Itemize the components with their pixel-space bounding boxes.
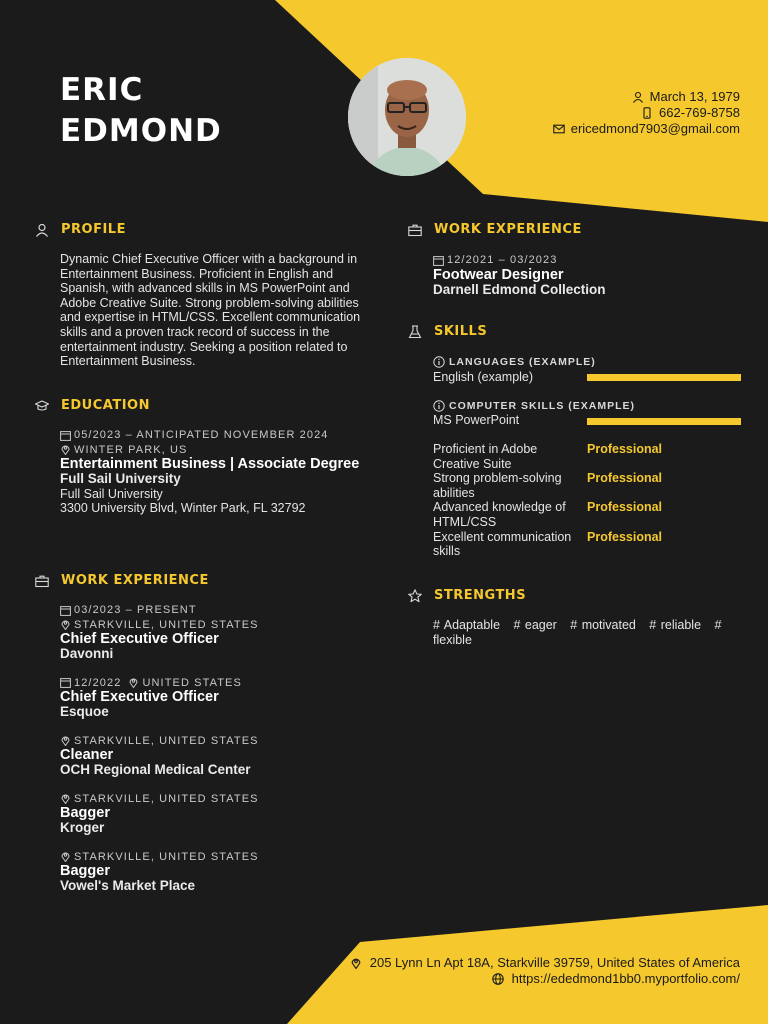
computer-skills-label: COMPUTER SKILLS (EXAMPLE): [433, 400, 635, 412]
address-row: [350, 955, 740, 971]
star-icon: [408, 589, 422, 603]
computer-skill-level-bar: [587, 418, 741, 425]
skills-list: [433, 442, 743, 559]
phone-row: [553, 105, 740, 121]
map-pin-icon: [60, 793, 71, 804]
education-address: 3300 University Blvd, Winter Park, FL 32792: [60, 501, 306, 516]
map-pin-icon: [350, 957, 362, 969]
last-name: EDMOND: [60, 113, 222, 149]
job-location: STARKVILLE, UNITED STATES: [60, 618, 360, 633]
list-item: [433, 500, 743, 529]
person-icon: [632, 91, 644, 103]
job-role: Chief Executive Officer: [60, 631, 219, 647]
list-item: [60, 676, 360, 720]
briefcase-icon: [35, 574, 49, 588]
person-icon: [35, 223, 49, 237]
flask-icon: [408, 325, 422, 339]
job-role: Bagger: [60, 863, 110, 879]
language-item: English (example): [433, 370, 534, 384]
skill-level: Professional: [587, 500, 663, 515]
info-icon: [433, 356, 445, 368]
footer-contact: [350, 955, 740, 987]
list-item: [60, 792, 360, 836]
computer-skill-item: MS PowerPoint: [433, 413, 520, 427]
work-experience-list: [60, 603, 360, 908]
job-role: Bagger: [60, 805, 110, 821]
skill-name: Proficient in Adobe Creative Suite: [433, 442, 538, 471]
phone-icon: [641, 107, 653, 119]
skills-heading: SKILLS: [408, 324, 487, 339]
phone-number[interactable]: 662-769-8758: [659, 105, 740, 120]
language-level-bar: [587, 374, 741, 381]
calendar-icon: [60, 677, 71, 688]
calendar-icon: [433, 255, 444, 266]
skill-name: Excellent communication skills: [433, 529, 572, 559]
work-experience-heading-left: WORK EXPERIENCE: [35, 573, 209, 588]
work-experience-heading-right: WORK EXPERIENCE: [408, 222, 582, 237]
job-role: Chief Executive Officer: [60, 689, 219, 705]
profile-photo: [348, 58, 466, 176]
education-entry: [60, 428, 360, 516]
job-dates-location: 12/2022 UNITED STATES: [60, 676, 360, 691]
calendar-icon: [60, 605, 71, 616]
first-name: ERIC: [60, 72, 144, 108]
job-org: Darnell Edmond Collection: [433, 281, 606, 297]
job-location: STARKVILLE, UNITED STATES: [60, 792, 360, 807]
education-heading: EDUCATION: [35, 398, 150, 413]
map-pin-icon: [60, 444, 71, 455]
list-item: [433, 442, 743, 471]
education-location: WINTER PARK, US: [60, 443, 360, 458]
birth-date: March 13, 1979: [649, 89, 740, 104]
website-link[interactable]: https://ededmond1bb0.myportfolio.com/: [511, 971, 740, 986]
postal-address: 205 Lynn Ln Apt 18A, Starkville 39759, United States of America: [369, 955, 740, 970]
profile-heading: PROFILE: [35, 222, 126, 237]
briefcase-icon: [408, 223, 422, 237]
education-degree: Entertainment Business | Associate Degree: [60, 456, 360, 472]
job-org: Davonni: [60, 646, 114, 661]
profile-summary: Dynamic Chief Executive Officer with a background in Entertainment Business. Proficient in English and Spanish, with advanced skills in MS PowerPoint and Adobe Creative Suite. Strong problem-solving abilities and expertise in HTML/CSS. Excellent communication skills and a proven track record of success in the entertainment industry. Seeking a position related to Entertainment Business.: [60, 252, 361, 369]
work-experience-right-entry: [433, 253, 743, 297]
map-pin-icon: [128, 677, 139, 688]
list-item: [433, 530, 743, 559]
job-org: Vowel's Market Place: [60, 878, 196, 893]
contact-info: [553, 89, 740, 137]
skill-level: Professional: [587, 529, 663, 544]
job-org: OCH Regional Medical Center: [60, 762, 251, 777]
education-school-line: Full Sail University: [60, 486, 163, 501]
map-pin-icon: [60, 735, 71, 746]
job-location: STARKVILLE, UNITED STATES: [60, 850, 360, 865]
education-dates: 05/2023 – ANTICIPATED NOVEMBER 2024: [60, 428, 360, 443]
skill-level: Professional: [587, 471, 663, 486]
email-row: [553, 121, 740, 137]
skill-level: Professional: [587, 442, 663, 456]
job-role: Cleaner: [60, 747, 114, 763]
job-dates: 12/2021 – 03/2023: [433, 253, 743, 268]
job-org: Kroger: [60, 820, 105, 835]
education-school: Full Sail University: [60, 471, 181, 486]
globe-icon: [492, 973, 504, 985]
job-dates: 03/2023 – PRESENT: [60, 603, 360, 618]
website-row: [350, 971, 740, 987]
graduation-cap-icon: [35, 399, 49, 413]
strengths-heading: STRENGTHS: [408, 588, 526, 603]
job-org: Esquoe: [60, 704, 109, 719]
skill-name: Strong problem-solving abilities: [433, 471, 562, 500]
calendar-icon: [60, 430, 71, 441]
list-item: [60, 603, 360, 662]
birth-date-row: [553, 89, 740, 105]
candidate-name: [60, 70, 222, 152]
map-pin-icon: [60, 851, 71, 862]
list-item: [433, 471, 743, 500]
info-icon: [433, 400, 445, 412]
list-item: [60, 850, 360, 894]
email-address[interactable]: ericedmond7903@gmail.com: [570, 121, 740, 136]
strengths-tags: # Adaptable # eager # motivated # reliable # flexible: [433, 618, 726, 647]
mail-icon: [553, 123, 565, 135]
map-pin-icon: [60, 619, 71, 630]
job-role: Footwear Designer: [433, 266, 564, 283]
list-item: [60, 734, 360, 778]
skill-name: Advanced knowledge of HTML/CSS: [433, 500, 566, 530]
languages-label: LANGUAGES (EXAMPLE): [433, 356, 596, 368]
job-location: STARKVILLE, UNITED STATES: [60, 734, 360, 749]
